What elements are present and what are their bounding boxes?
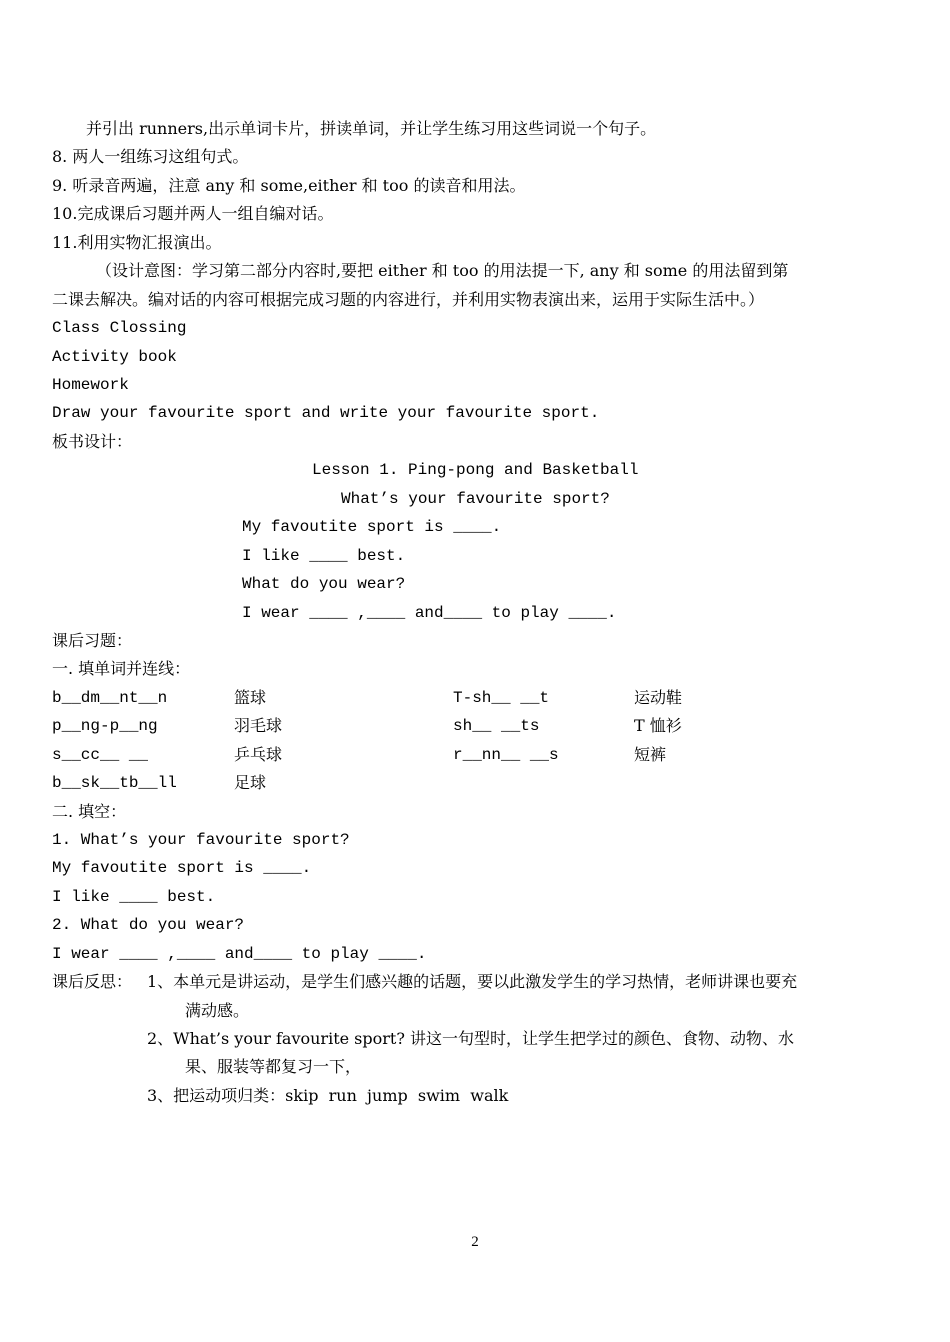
meaning-right-3: 短裤 <box>634 745 667 764</box>
design-note-line2: 二课去解决。编对话的内容可根据完成习题的内容进行，并利用实物表演出来，运用于实际生活中。） <box>52 290 765 309</box>
homework-text: Draw your favourite sport and write your favourite sport. <box>52 404 600 422</box>
activity-book: Activity book <box>52 348 177 366</box>
board-answer-3: I wear ____ ,____ and____ to play ____. <box>242 604 617 622</box>
board-design-heading: 板书设计： <box>52 432 133 451</box>
word-left-2: p__ng-p__ng <box>52 717 158 735</box>
meaning-right-2: T 恤衫 <box>634 716 682 735</box>
board-title: Lesson 1. Ping-pong and Basketball <box>312 461 639 479</box>
step-11: 11.利用实物汇报演出。 <box>52 233 222 252</box>
meaning-left-3: 乒乓球 <box>234 745 283 764</box>
reflection-item1-line2: 满动感。 <box>185 1001 250 1020</box>
design-note-line1: （设计意图：学习第二部分内容时,要把 either 和 too 的用法提一下, any 和 some 的用法留到第 <box>96 261 789 280</box>
word-left-4: b__sk__tb__ll <box>52 774 177 792</box>
fill-question-2: 2. What do you wear? <box>52 916 245 934</box>
meaning-left-4: 足球 <box>234 773 267 792</box>
reflection-item2-line2: 果、服装等都复习一下， <box>185 1057 362 1076</box>
word-right-2: sh__ __ts <box>453 717 540 735</box>
meaning-right-1: 运动鞋 <box>634 688 683 707</box>
reflection-item1-line1: 1、本单元是讲运动，是学生们感兴趣的话题，要以此激发学生的学习热情，老师讲课也要充 <box>147 972 798 991</box>
step-7-continuation: 并引出 runners,出示单词卡片，拼读单词，并让学生练习用这些词说一个句子。 <box>86 119 657 138</box>
word-left-1: b__dm__nt__n <box>52 689 168 707</box>
fill-answer-2: I wear ____ ,____ and____ to play ____. <box>52 945 427 963</box>
exercise-part1-title: 一. 填单词并连线： <box>52 659 191 678</box>
step-8: 8. 两人一组练习这组句式。 <box>52 147 249 166</box>
step-9: 9. 听录音两遍，注意 any 和 some,either 和 too 的读音和用法。 <box>52 176 526 195</box>
word-right-3: r__nn__ __s <box>453 746 559 764</box>
exercises-heading: 课后习题： <box>52 631 133 650</box>
fill-answer-1a: My favoutite sport is ____. <box>52 859 312 877</box>
class-closing: Class Clossing <box>52 319 187 337</box>
reflection-item2-line1: 2、What’s your favourite sport? 讲这一句型时，让学生把学过的颜色、食物、动物、水 <box>147 1029 795 1048</box>
board-question-2: What do you wear? <box>242 575 406 593</box>
exercise-part2-title: 二. 填空： <box>52 802 127 821</box>
fill-question-1: 1. What’s your favourite sport? <box>52 831 350 849</box>
board-answer-2: I like ____ best. <box>242 547 406 565</box>
board-question-1: What’s your favourite sport? <box>341 490 610 508</box>
page-number: 2 <box>471 1234 479 1250</box>
homework-heading: Homework <box>52 376 129 394</box>
fill-answer-1b: I like ____ best. <box>52 888 216 906</box>
meaning-left-2: 羽毛球 <box>234 716 283 735</box>
word-right-1: T-sh__ __t <box>453 689 550 707</box>
step-10: 10.完成课后习题并两人一组自编对话。 <box>52 204 334 223</box>
word-left-3: s__cc__ __ <box>52 746 149 764</box>
reflection-item3: 3、把运动项归类：skip run jump swim walk <box>147 1086 509 1105</box>
reflection-label: 课后反思： <box>52 972 133 991</box>
board-answer-1: My favoutite sport is ____. <box>242 518 502 536</box>
meaning-left-1: 篮球 <box>234 688 267 707</box>
